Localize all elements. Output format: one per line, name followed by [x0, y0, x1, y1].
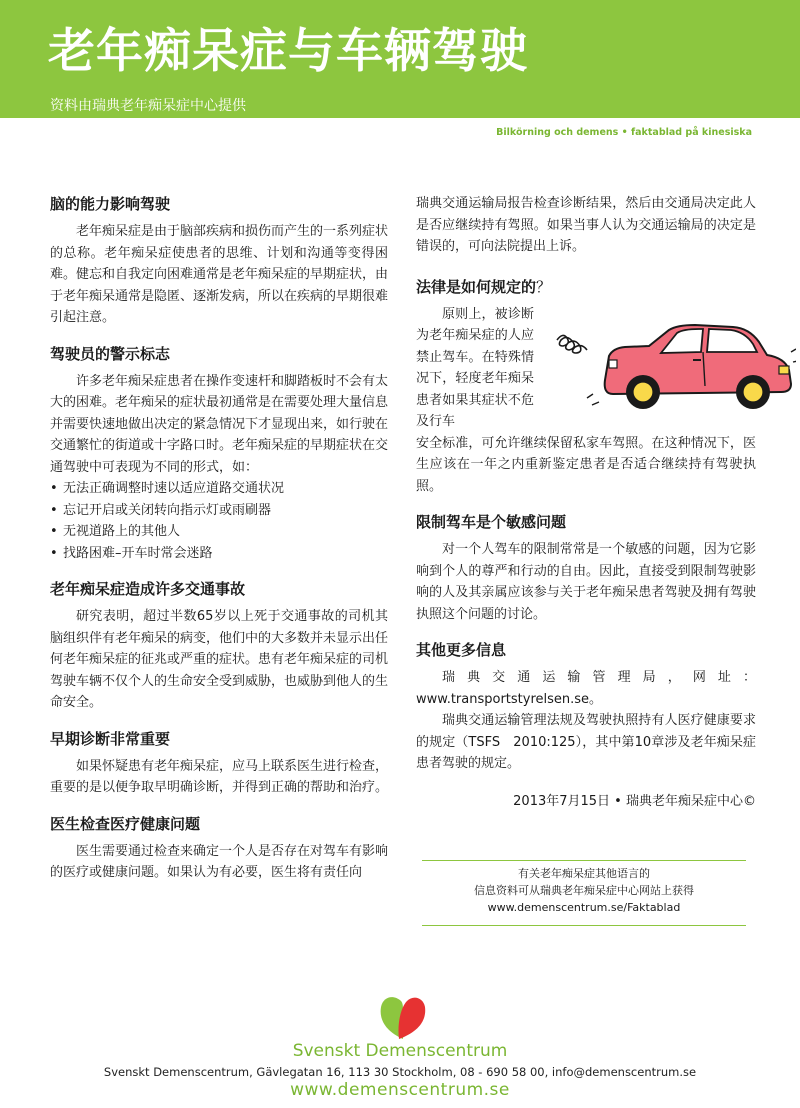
- contact-address: Svenskt Demenscentrum, Gävlegatan 16, 113 30 Stockholm, 08 - 690 58 00, info@demenscentrum.se: [103, 1065, 697, 1079]
- date-credit: 2013年7月15日 • 瑞典老年痴呆症中心©: [513, 793, 756, 809]
- section-heading: 其他更多信息: [416, 641, 507, 659]
- bullet-icon: •: [50, 502, 58, 518]
- section-body: 医生需要通过检查来确定一个人是否存在对驾车有影响的医疗或健康问题。如果认为有必要，医生将有责任向: [50, 843, 389, 880]
- section-continued: [416, 193, 756, 258]
- page-title: 老年痴呆症与车辆驾驶: [48, 24, 528, 79]
- info-link[interactable]: www.demenscentrum.se/Faktablad: [487, 901, 681, 914]
- heart-leaf-logo-icon: [377, 993, 429, 1041]
- section-heading: 医生检查医疗健康问题: [50, 814, 201, 833]
- section-body: 瑞典交通运输局报告检查诊断结果，然后由交通局决定此人是否应继续持有驾照。如果当事人认为交通运输局的决定是错误的，可向法院提出上诉。: [416, 196, 756, 254]
- other-languages-box: [422, 860, 746, 926]
- section-doctor: [50, 813, 388, 884]
- section-body: 老年痴呆症是由于脑部疾病和损伤而产生的一系列症状的总称。老年痴呆症使患者的思维、计划和沟通等变得困难。健忘和自我定向困难通常是老年痴呆症的早期症状，由于老年痴呆通常是隐匿、逐渐发病，所以在疾病的早期很难引起注意。: [50, 224, 389, 325]
- section-more-info: [416, 639, 756, 775]
- car-icon: [553, 322, 796, 414]
- symptom-list: [50, 478, 388, 564]
- section-heading: 驾驶员的警示标志: [50, 344, 171, 363]
- section-heading: 脑的能力影响驾驶: [50, 195, 171, 213]
- section-warning-signs: [50, 343, 388, 565]
- section-sensitive: [416, 511, 756, 625]
- bullet-icon: •: [50, 545, 58, 561]
- section-body: 对一个人驾车的限制常常是一个敏感的问题，因为它影响到个人的尊严和行动的自由。因此，直接受到限制驾驶影响的人及其亲属应该参与关于老年痴呆患者驾驶及拥有驾驶执照这个问题的讨论。: [416, 542, 756, 622]
- section-brain: [50, 193, 388, 329]
- section-body-continued: 安全标准，可允许继续保留私家车驾照。在这种情况下，医生应该在一年之内重新鉴定患者是否适合继续持有驾驶执照。: [416, 435, 756, 494]
- section-body: 如果怀疑患有老年痴呆症，应马上联系医生进行检查，重要的是以便争取早明确诊断，并得到正确的帮助和治疗。: [50, 758, 389, 795]
- header-banner: [0, 0, 800, 118]
- organization-name: Svenskt Demenscentrum: [292, 1041, 508, 1061]
- section-heading: 早期诊断非常重要: [50, 729, 171, 748]
- list-item: • 无法正确调整时速以适应道路交通状况: [50, 478, 388, 500]
- bullet-icon: •: [50, 481, 58, 496]
- section-body: 许多老年痴呆症患者在操作变速杆和脚踏板时不会有太大的困难。老年痴呆的症状最初通常是在需要处理大量信息并需要快速地做出决定的紧急情况下才显现出来，如行驶在交通繁忙的街道或十字路口时。老年痴呆症的早期症状在交通驾驶中可表现为不同的形式，如：: [50, 373, 389, 475]
- section-accidents: [50, 578, 388, 714]
- list-item: • 找路困难–开车时常会迷路: [50, 543, 388, 565]
- info-text: 有关老年痴呆症其他语言的: [518, 867, 650, 880]
- bullet-icon: •: [50, 524, 58, 539]
- section-early-diagnosis: [50, 728, 388, 799]
- left-column: [50, 193, 388, 898]
- list-item: • 无视道路上的其他人: [50, 521, 388, 543]
- right-column: [416, 193, 756, 812]
- list-item: • 忘记开启或关闭转向指示灯或雨刷器: [50, 500, 388, 522]
- page-subtitle: 资料由瑞典老年痴呆症中心提供: [50, 98, 246, 114]
- website-link[interactable]: www.demenscentrum.se: [290, 1080, 510, 1100]
- section-body: 原则上，被诊断为老年痴呆症的人应禁止驾车。在特殊情况下，轻度老年痴呆患者如果其症状不危及行车: [416, 306, 534, 429]
- section-heading: 法律是如何规定的？: [416, 277, 552, 296]
- section-heading: 限制驾车是个敏感问题: [416, 513, 567, 531]
- factsheet-label: Bilkörning och demens • faktablad på kinesiska: [496, 127, 752, 138]
- info-line: 瑞典交通运输管理法规及驾驶执照持有人医疗健康要求的规定（TSFS 2010:125），其中第10章涉及老年痴呆症患者驾驶的规定。: [416, 713, 756, 771]
- section-heading: 老年痴呆症造成许多交通事故: [50, 580, 246, 598]
- info-text: 信息资料可从瑞典老年痴呆症中心网站上获得: [474, 884, 694, 897]
- info-line: 瑞典交通运输管理局，网址：www.transportstyrelsen.se。: [416, 670, 756, 707]
- section-body: 研究表明，超过半数65岁以上死于交通事故的司机其脑组织伴有老年痴呆的病变，他们中的大多数并未显示出任何老年痴呆症的征兆或严重的症状。患有老年痴呆症的司机驾驶车辆不仅个人的生命安全受到威胁，也威胁到他人的生命安全。: [50, 609, 389, 710]
